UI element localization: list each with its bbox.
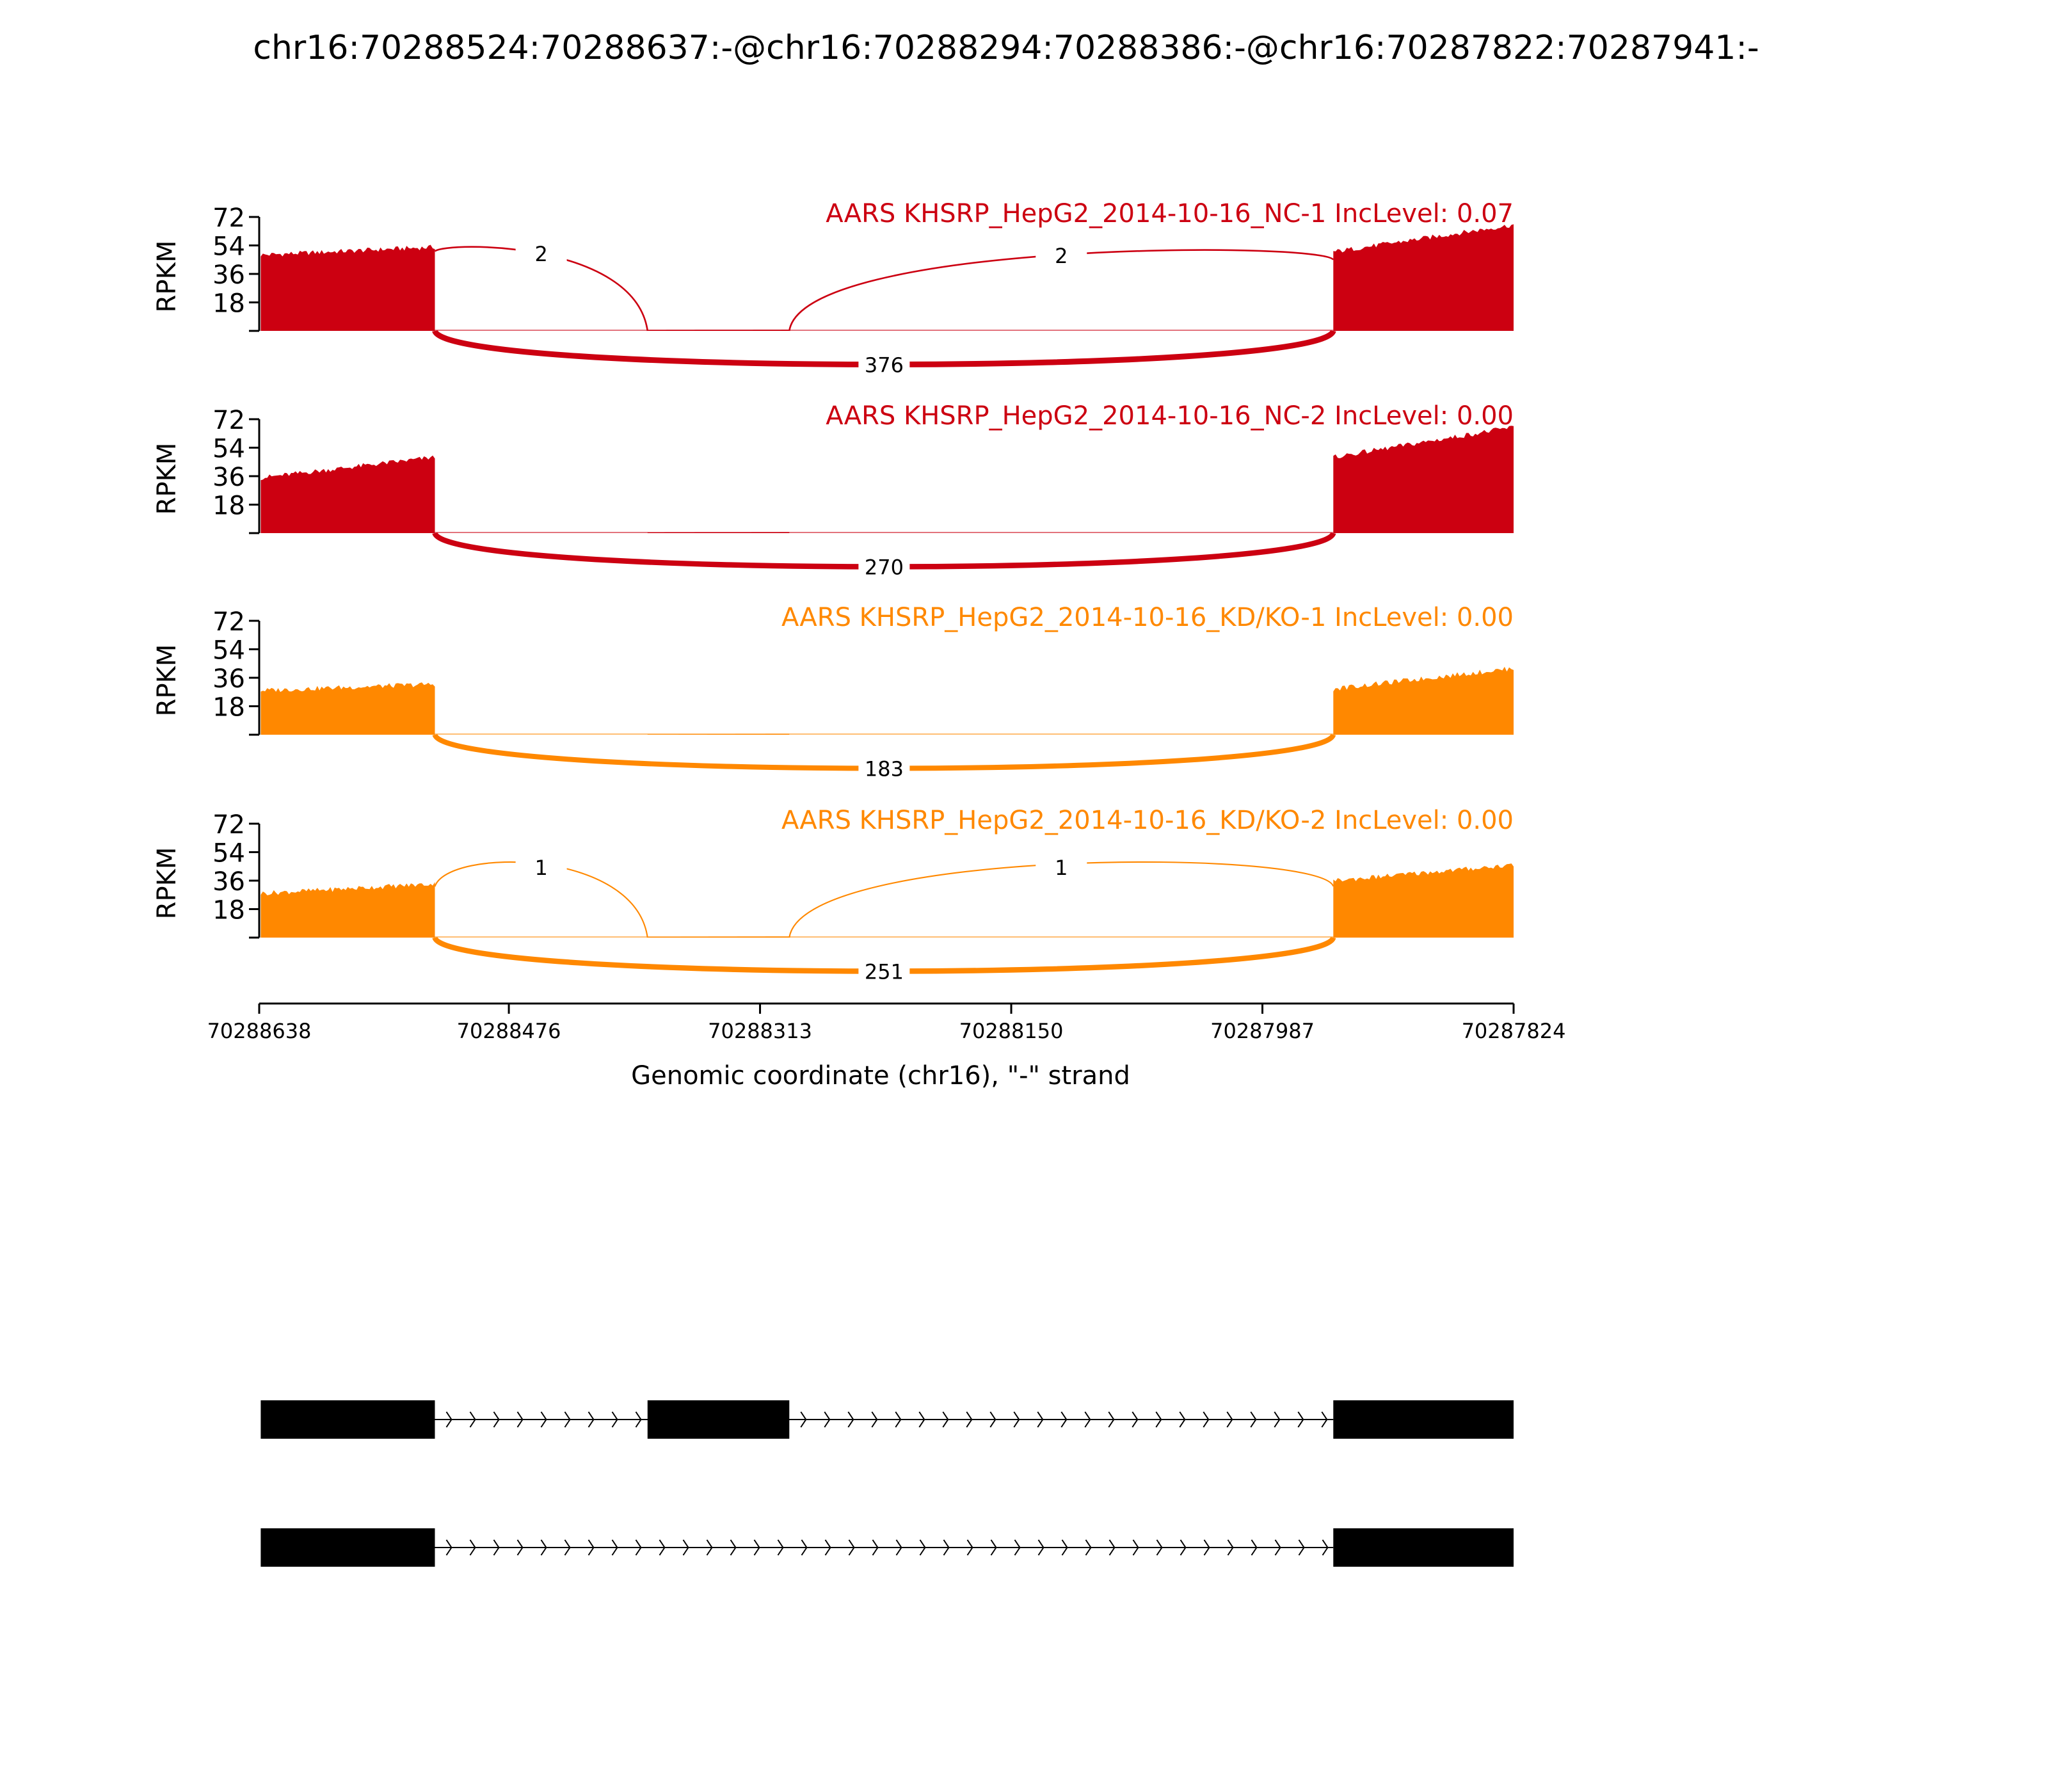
x-tick-label: 70288638 bbox=[207, 1019, 312, 1043]
coverage-area bbox=[260, 882, 435, 938]
isoform-tracks bbox=[260, 1400, 1514, 1567]
y-tick-label: 54 bbox=[212, 838, 245, 868]
y-axis-label: RPKM bbox=[152, 442, 182, 515]
x-tick-label: 70287987 bbox=[1210, 1019, 1315, 1043]
isoform-inclusion bbox=[260, 1400, 1514, 1439]
sample-label: AARS KHSRP_HepG2_2014-10-16_NC-1 IncLevel: 0.07 bbox=[826, 199, 1514, 228]
track-panels bbox=[152, 199, 1514, 984]
y-tick-label: 72 bbox=[212, 406, 245, 435]
coverage-area bbox=[1333, 426, 1514, 533]
y-axis-label: RPKM bbox=[152, 847, 182, 920]
exon-block bbox=[260, 1528, 435, 1567]
junction-count: 2 bbox=[1055, 244, 1068, 269]
y-tick-label: 18 bbox=[212, 692, 245, 723]
sample-label: AARS KHSRP_HepG2_2014-10-16_KD/KO-1 IncLevel: 0.00 bbox=[781, 603, 1514, 632]
coverage-area bbox=[1333, 667, 1514, 735]
sample-label: AARS KHSRP_HepG2_2014-10-16_KD/KO-2 IncLevel: 0.00 bbox=[781, 806, 1514, 835]
y-tick-label: 54 bbox=[212, 434, 245, 464]
coverage-area bbox=[260, 682, 435, 735]
track-panel bbox=[152, 401, 1514, 580]
junction-count: 251 bbox=[864, 959, 904, 984]
y-tick-label: 18 bbox=[212, 895, 245, 925]
track-panel bbox=[152, 199, 1514, 378]
junction-count: 1 bbox=[1055, 855, 1068, 880]
x-tick-label: 70287824 bbox=[1461, 1019, 1566, 1043]
track-panel bbox=[152, 806, 1514, 984]
x-tick-label: 70288313 bbox=[708, 1019, 812, 1043]
junction-count: 270 bbox=[864, 555, 904, 580]
y-tick-label: 18 bbox=[212, 289, 245, 319]
coverage-area bbox=[1333, 224, 1514, 331]
y-tick-label: 18 bbox=[212, 491, 245, 521]
y-tick-label: 72 bbox=[212, 204, 245, 233]
x-tick-label: 70288150 bbox=[959, 1019, 1064, 1043]
coverage-area bbox=[1333, 863, 1514, 938]
coverage-area bbox=[260, 456, 435, 533]
y-tick-label: 54 bbox=[212, 232, 245, 262]
x-axis-label: Genomic coordinate (chr16), "-" strand bbox=[631, 1061, 1130, 1091]
exon-block bbox=[648, 1400, 790, 1439]
y-tick-label: 36 bbox=[212, 260, 245, 290]
y-tick-label: 54 bbox=[212, 636, 245, 666]
y-axis-label: RPKM bbox=[152, 240, 182, 313]
y-tick-label: 36 bbox=[212, 463, 245, 492]
isoform-exclusion bbox=[260, 1528, 1514, 1567]
exon-block bbox=[1333, 1400, 1514, 1439]
junction-count: 183 bbox=[864, 756, 904, 781]
junction-count: 2 bbox=[534, 241, 548, 266]
x-axis bbox=[207, 1004, 1566, 1043]
junction-count: 376 bbox=[864, 353, 904, 378]
y-tick-label: 72 bbox=[212, 810, 245, 840]
y-tick-label: 72 bbox=[212, 607, 245, 637]
y-tick-label: 36 bbox=[212, 664, 245, 694]
chart-title: chr16:70288524:70288637:-@chr16:70288294:70288386:-@chr16:70287822:70287941:- bbox=[253, 29, 1759, 67]
x-tick-label: 70288476 bbox=[456, 1019, 561, 1043]
exon-block bbox=[1333, 1528, 1514, 1567]
track-panel bbox=[152, 603, 1514, 781]
coverage-area bbox=[260, 245, 435, 332]
exon-block bbox=[260, 1400, 435, 1439]
y-axis-label: RPKM bbox=[152, 644, 182, 717]
sample-label: AARS KHSRP_HepG2_2014-10-16_NC-2 IncLevel: 0.00 bbox=[826, 401, 1514, 431]
y-tick-label: 36 bbox=[212, 867, 245, 897]
junction-count: 1 bbox=[534, 856, 548, 881]
